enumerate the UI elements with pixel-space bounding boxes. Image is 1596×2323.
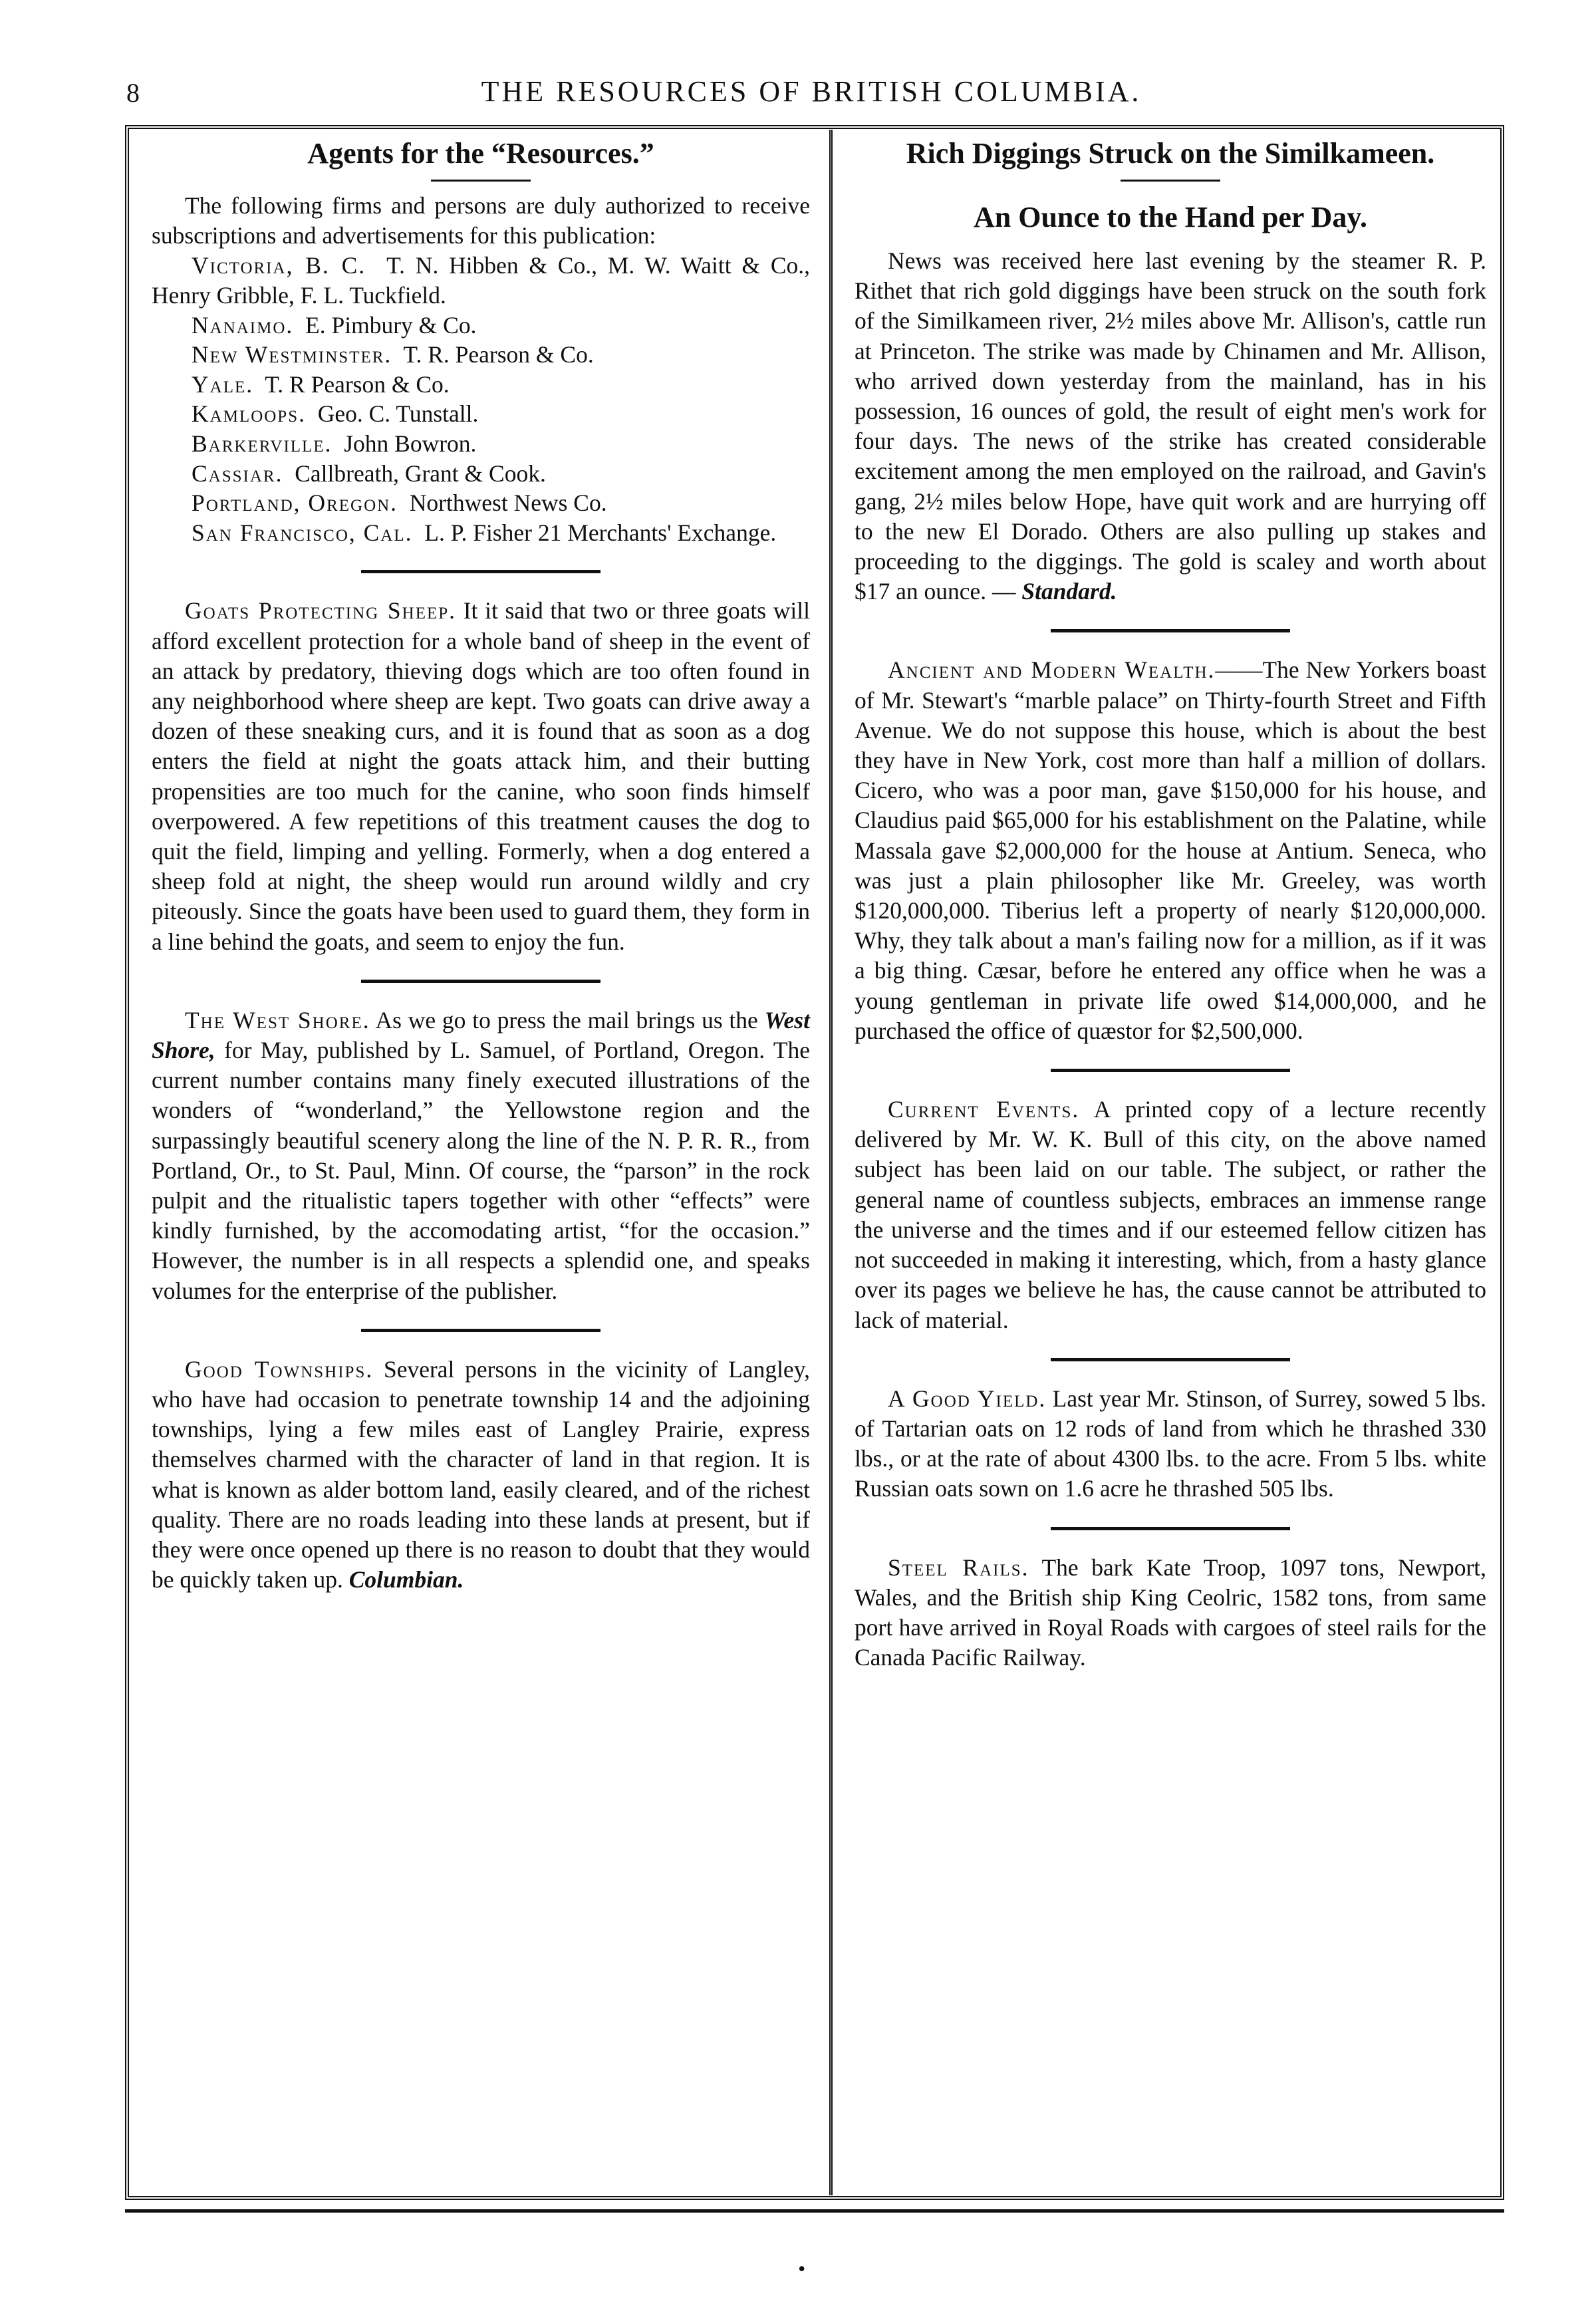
column-divider (829, 130, 833, 2195)
events-article (855, 1095, 1486, 1335)
page-number: 8 (126, 78, 140, 108)
agents-intro: The following firms and persons are duly authorized to receive subscriptions and advertisements for this publication: (152, 192, 810, 249)
article-separator (361, 980, 600, 983)
townships-article (152, 1355, 810, 1595)
agent-place: Yale. (192, 370, 254, 398)
right-column (855, 136, 1486, 1673)
article-body: The bark Kate Troop, 1097 tons, Newport, Wales, and the British ship King Ceolric, 1582 tons, from same port have arrived in Royal Roads with cargoes of steel rails for the Canada Pacific Railway. (855, 1554, 1487, 1671)
article-lead: Goats Protecting Sheep. (185, 597, 457, 624)
article-separator (1051, 1358, 1290, 1361)
printer-mark: • (797, 2260, 807, 2280)
goats-article (152, 596, 810, 956)
article-separator (1051, 1069, 1290, 1072)
wealth-article (855, 655, 1486, 1046)
agent-names: Northwest News Co. (409, 489, 607, 517)
agent-names: E. Pimbury & Co. (305, 311, 477, 339)
article-body: A printed copy of a lecture recently delivered by Mr. W. K. Bull of this city, on the above named subject has been laid on our table. The subject, or rather the general name of countless subjects, embraces an immense range the universe and the times and if our esteemed fellow citizen has not succeeded in making it interesting, which, from a hasty glance over its pages we believe he has, the cause cannot be attributed to lack of material. (855, 1096, 1487, 1333)
article-body: News was received here last evening by the steamer R. P. Rithet that rich gold diggings have been struck on the south fork of the Similkameen river, 2½ miles above Mr. Allison's, cattle run at Princeton. The strike was made by Chinamen and Mr. Allison, who arrived down yesterday from the mainland, has in his possession, 16 ounces of gold, the result of eight men's work for four days. The news of the strike has created considerable excitement among the men employed on the railroad, and Gavin's gang, 2½ miles below Hope, have quit work and are hurrying off to the new El Dorado. Others are also pulling up stakes and proceeding to the diggings. The gold is scaley and worth about $17 an ounce. (855, 247, 1486, 605)
article-lead: Good Townships. (185, 1355, 374, 1383)
heading-rule (431, 180, 531, 182)
agent-entry (152, 340, 810, 370)
yield-article (855, 1384, 1486, 1504)
heading-rule (1121, 180, 1220, 182)
similkameen-body: News was received here last evening by the steamer R. P. Rithet that rich gold diggings have been struck on the south fork of the Similkameen river, 2½ miles above Mr. Allison's, cattle run at Princeton. The strike was made by Chinamen and Mr. Allison, who arrived down yesterday from the mainland, has in his possession, 16 ounces of gold, the result of eight men's work for four days. The news of the strike has created considerable excitement among the men employed on the railroad, and Gavin's gang, 2½ miles below Hope, have quit work and are hurrying off to the new El Dorado. Others are also pulling up stakes and proceeding to the diggings. The gold is scaley and worth about $17 an ounce. — Standard. (855, 247, 1486, 605)
bottom-rule (125, 2209, 1504, 2213)
agent-place: Kamloops. (192, 400, 306, 428)
agent-entry (152, 429, 810, 459)
similkameen-article (855, 136, 1486, 607)
agent-entry (152, 370, 810, 400)
agents-heading: Agents for the “Resources.” (307, 137, 654, 170)
agent-names: T. R. Pearson & Co. (403, 341, 594, 368)
agent-names: Callbreath, Grant & Cook. (295, 460, 546, 487)
article-separator (1051, 1527, 1290, 1530)
agent-names: L. P. Fisher 21 Merchants' Exchange. (424, 519, 777, 546)
agents-article (152, 136, 810, 547)
article-lead: The West Shore. (185, 1006, 370, 1033)
article-source: Columbian. (348, 1566, 464, 1593)
agent-place: Portland, Oregon. (192, 489, 398, 517)
agent-entry (152, 518, 810, 548)
agent-place: Victoria, B. C. (192, 252, 366, 279)
similkameen-heading: Rich Diggings Struck on the Similkameen. (906, 137, 1435, 170)
agent-place: New Westminster. (192, 341, 392, 368)
agent-entry (152, 251, 810, 310)
similkameen-subheading: An Ounce to the Hand per Day. (973, 201, 1368, 233)
article-body: It it said that two or three goats will afford excellent protection for a whole band of sheep in the event of an attack by predatory, thieving dogs which are too often found in any neighborhood where sheep are kept. Two goats can drive away a dozen of these sneaking curs, and it is found that as soon as a dog enters the field at night the goats attack him, and their butting propensities are too much for the canine, who soon finds himself overpowered. A few repetitions of this treatment causes the dog to quit the field, limping and yelling. Formerly, when a dog entered a sheep fold at night, the sheep would run around wildly and cry piteously. Since the goats have been used to guard them, they form in a line behind the goats, and seem to enjoy the fun. (152, 597, 810, 955)
article-separator (361, 1329, 600, 1332)
article-body: ——The New Yorkers boast of Mr. Stewart's “marble palace” on Thirty-fourth Street and Fifth Avenue. We do not suppose this house, which is about the best they have in New York, cost more than half a million of dollars. Cicero, who was a poor man, gave $150,000 for his house, and Claudius paid $65,000 for his establishment on the Palatine, while Massala gave $2,000,000 for the house at Antium. Seneca, who was just a plain philosopher like Mr. Greeley, was worth $120,000,000. Tiberius left a property of nearly $120,000,000. Why, they talk about a man's failing now for a million, as if it was a big thing. Cæsar, before he entered any office when he was a young gentleman in private life owed $14,000,000, and he purchased the office of quæstor for $2,500,000. (855, 656, 1486, 1044)
agent-names: T. N. Hibben & Co., M. W. Waitt & Co., Henry Gribble, F. L. Tuckfield. (152, 252, 811, 309)
left-column (152, 136, 810, 1595)
agent-place: San Francisco, Cal. (192, 519, 413, 546)
running-head (126, 72, 1496, 125)
article-lead: Ancient and Modern Wealth. (888, 656, 1216, 684)
article-body: Last year Mr. Stinson, of Surrey, sowed 5 lbs. of Tartarian oats on 12 rods of land from which he thrashed 330 lbs., or at the rate of about 4300 lbs. to the acre. From 5 lbs. white Russian oats sown on 1.6 acre he thrashed 505 lbs. (855, 1385, 1486, 1502)
article-lead: Steel Rails. (888, 1554, 1029, 1581)
agent-names: Geo. C. Tunstall. (317, 400, 479, 428)
rails-article (855, 1553, 1486, 1673)
agent-entry (152, 399, 810, 429)
article-lead: Current Events. (888, 1096, 1080, 1123)
article-body: As we go to press the mail brings us the (375, 1006, 758, 1033)
article-separator (1051, 629, 1290, 632)
agent-names: John Bowron. (344, 430, 477, 457)
agent-entry (152, 488, 810, 518)
article-lead: A Good Yield. (888, 1385, 1047, 1412)
agent-place: Nanaimo. (192, 311, 294, 339)
agents-list (152, 251, 810, 547)
agent-entry (152, 311, 810, 341)
agent-entry (152, 459, 810, 489)
article-separator (361, 570, 600, 573)
publication-title: THE RESOURCES OF BRITISH COLUMBIA. (481, 75, 1142, 108)
article-body: Several persons in the vicinity of Langley, who have had occasion to penetrate township 14 and the adjoining townships, lying a few miles east of Langley Prairie, express themselves charmed with the character of land in that region. It is what is known as alder bottom land, easily cleared, and of the richest quality. There are no roads leading into these lands at present, but if they were once opened up there is no reason to doubt that they would be quickly taken up. (152, 1355, 811, 1593)
article-body: for May, published by L. Samuel, of Portland, Oregon. The current number contains many finely executed illustrations of the wonders of “wonderland,” the Yellowstone region and the surpassingly beautiful scenery along the line of the N. P. R. R., from Portland, Or., to St. Paul, Minn. Of course, the “parson” in the rock pulpit and the ritualistic tapers together with other “effects” were kindly furnished, by the accomodating artist, “for the occasion.” However, the number is in all respects a splendid one, and speaks volumes for the enterprise of the publisher. (152, 1036, 811, 1304)
west-shore-article (152, 1006, 810, 1306)
article-source: Standard. (1021, 578, 1117, 605)
publication-name: West Shore, (152, 1006, 810, 1063)
agent-names: T. R Pearson & Co. (265, 370, 450, 398)
agent-place: Barkerville. (192, 430, 332, 457)
agent-place: Cassiar. (192, 460, 283, 487)
